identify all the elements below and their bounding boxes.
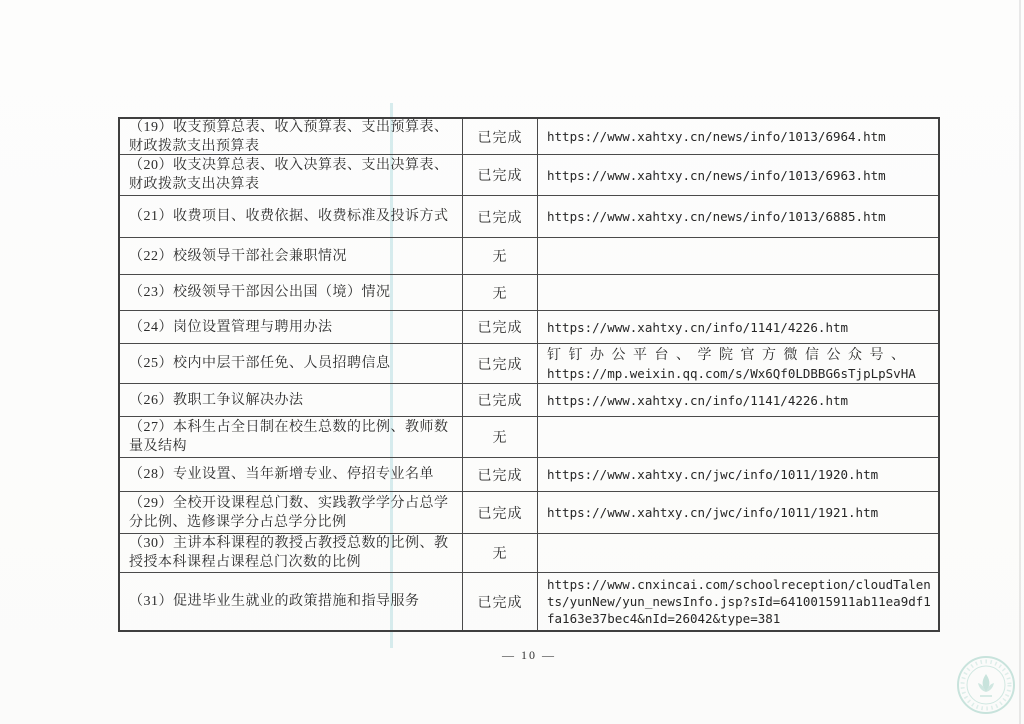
table-row (120, 310, 938, 343)
table-row (120, 343, 938, 383)
item-cell: （26）教职工争议解决办法 (129, 392, 304, 408)
status-cell: 已完成 (462, 155, 538, 195)
detail-cell (538, 344, 938, 383)
detail-cell (538, 119, 938, 154)
detail-cell (538, 458, 938, 491)
url-text: https://www.xahtxy.cn/jwc/info/1011/1921.htm (547, 505, 879, 520)
table-row (120, 491, 938, 533)
detail-cell (538, 238, 938, 274)
status-cell: 无 (462, 417, 538, 457)
table-row (120, 274, 938, 310)
status-cell: 已完成 (462, 311, 538, 343)
page-edge-shadow (1019, 0, 1021, 724)
detail-cell (538, 196, 938, 237)
detail-cell (538, 155, 938, 195)
detail-cell (538, 384, 938, 416)
status-cell: 已完成 (462, 384, 538, 416)
item-cell: （24）岗位设置管理与聘用办法 (129, 319, 333, 335)
detail-cell (538, 311, 938, 343)
item-cell: （19）收支预算总表、收入预算表、支出预算表、财政拨款支出预算表 (129, 119, 449, 154)
url-text: https://www.xahtxy.cn/news/info/1013/6964.htm (547, 129, 886, 144)
status-cell: 无 (462, 534, 538, 572)
url-text: https://mp.weixin.qq.com/s/Wx6Qf0LDBBG6sTjpLpSvHA (547, 365, 916, 381)
url-text: https://www.xahtxy.cn/info/1141/4226.htm (547, 319, 849, 335)
table-row (120, 383, 938, 416)
table-row (120, 533, 938, 572)
status-cell: 已完成 (462, 196, 538, 237)
status-cell: 无 (462, 238, 538, 274)
disclosure-table (118, 117, 940, 632)
seal-stamp-icon (948, 647, 1024, 724)
url-text: https://www.xahtxy.cn/jwc/info/1011/1920.htm (547, 467, 879, 482)
table-row (120, 237, 938, 274)
url-text: https://www.xahtxy.cn/news/info/1013/6963.htm (547, 167, 886, 183)
url-text: https://www.xahtxy.cn/news/info/1013/6885.htm (547, 209, 886, 224)
table-row (120, 416, 938, 457)
status-cell: 已完成 (462, 458, 538, 491)
table-row (120, 195, 938, 237)
item-cell: （23）校级领导干部因公出国（境）情况 (129, 285, 391, 300)
item-cell: （27）本科生占全日制在校生总数的比例、教师数量及结构 (129, 420, 449, 454)
status-cell: 已完成 (462, 492, 538, 533)
url-text: https://www.cnxincai.com/schoolreception/cloudTalents/yunNew/yun_newsInfo.jsp?sId=6410015911ab11ea9df1fa163e37bec4&nId=26042&type=381 (547, 577, 931, 626)
status-cell: 已完成 (462, 573, 538, 630)
channel-text: 钉钉办公平台、学院官方微信公众号、 (547, 347, 913, 363)
table-row (120, 572, 938, 630)
item-cell: （31）促进毕业生就业的政策措施和指导服务 (129, 594, 420, 609)
table-row (120, 119, 938, 154)
status-cell: 无 (462, 275, 538, 310)
item-cell: （21）收费项目、收费依据、收费标准及投诉方式 (129, 209, 449, 224)
item-cell: （28）专业设置、当年新增专业、停招专业名单 (129, 467, 434, 482)
status-cell: 已完成 (462, 344, 538, 383)
detail-cell (538, 492, 938, 533)
page-number: — 10 — (502, 648, 556, 662)
detail-cell (538, 275, 938, 310)
item-cell: （29）全校开设课程总门数、实践教学学分占总学分比例、选修课学分占总学分比例 (129, 495, 449, 530)
item-cell: （20）收支决算总表、收入决算表、支出决算表、财政拨款支出决算表 (129, 158, 449, 192)
table-row (120, 457, 938, 491)
url-text: https://www.xahtxy.cn/info/1141/4226.htm (547, 392, 849, 408)
detail-cell (538, 573, 938, 630)
detail-cell (538, 417, 938, 457)
item-cell: （22）校级领导干部社会兼职情况 (129, 248, 347, 264)
item-cell: （25）校内中层干部任免、人员招聘信息 (129, 356, 391, 371)
status-cell: 已完成 (462, 119, 538, 154)
detail-cell (538, 534, 938, 572)
item-cell: （30）主讲本科课程的教授占教授总数的比例、教授授本科课程占课程总门次数的比例 (129, 536, 449, 570)
table-row (120, 154, 938, 195)
